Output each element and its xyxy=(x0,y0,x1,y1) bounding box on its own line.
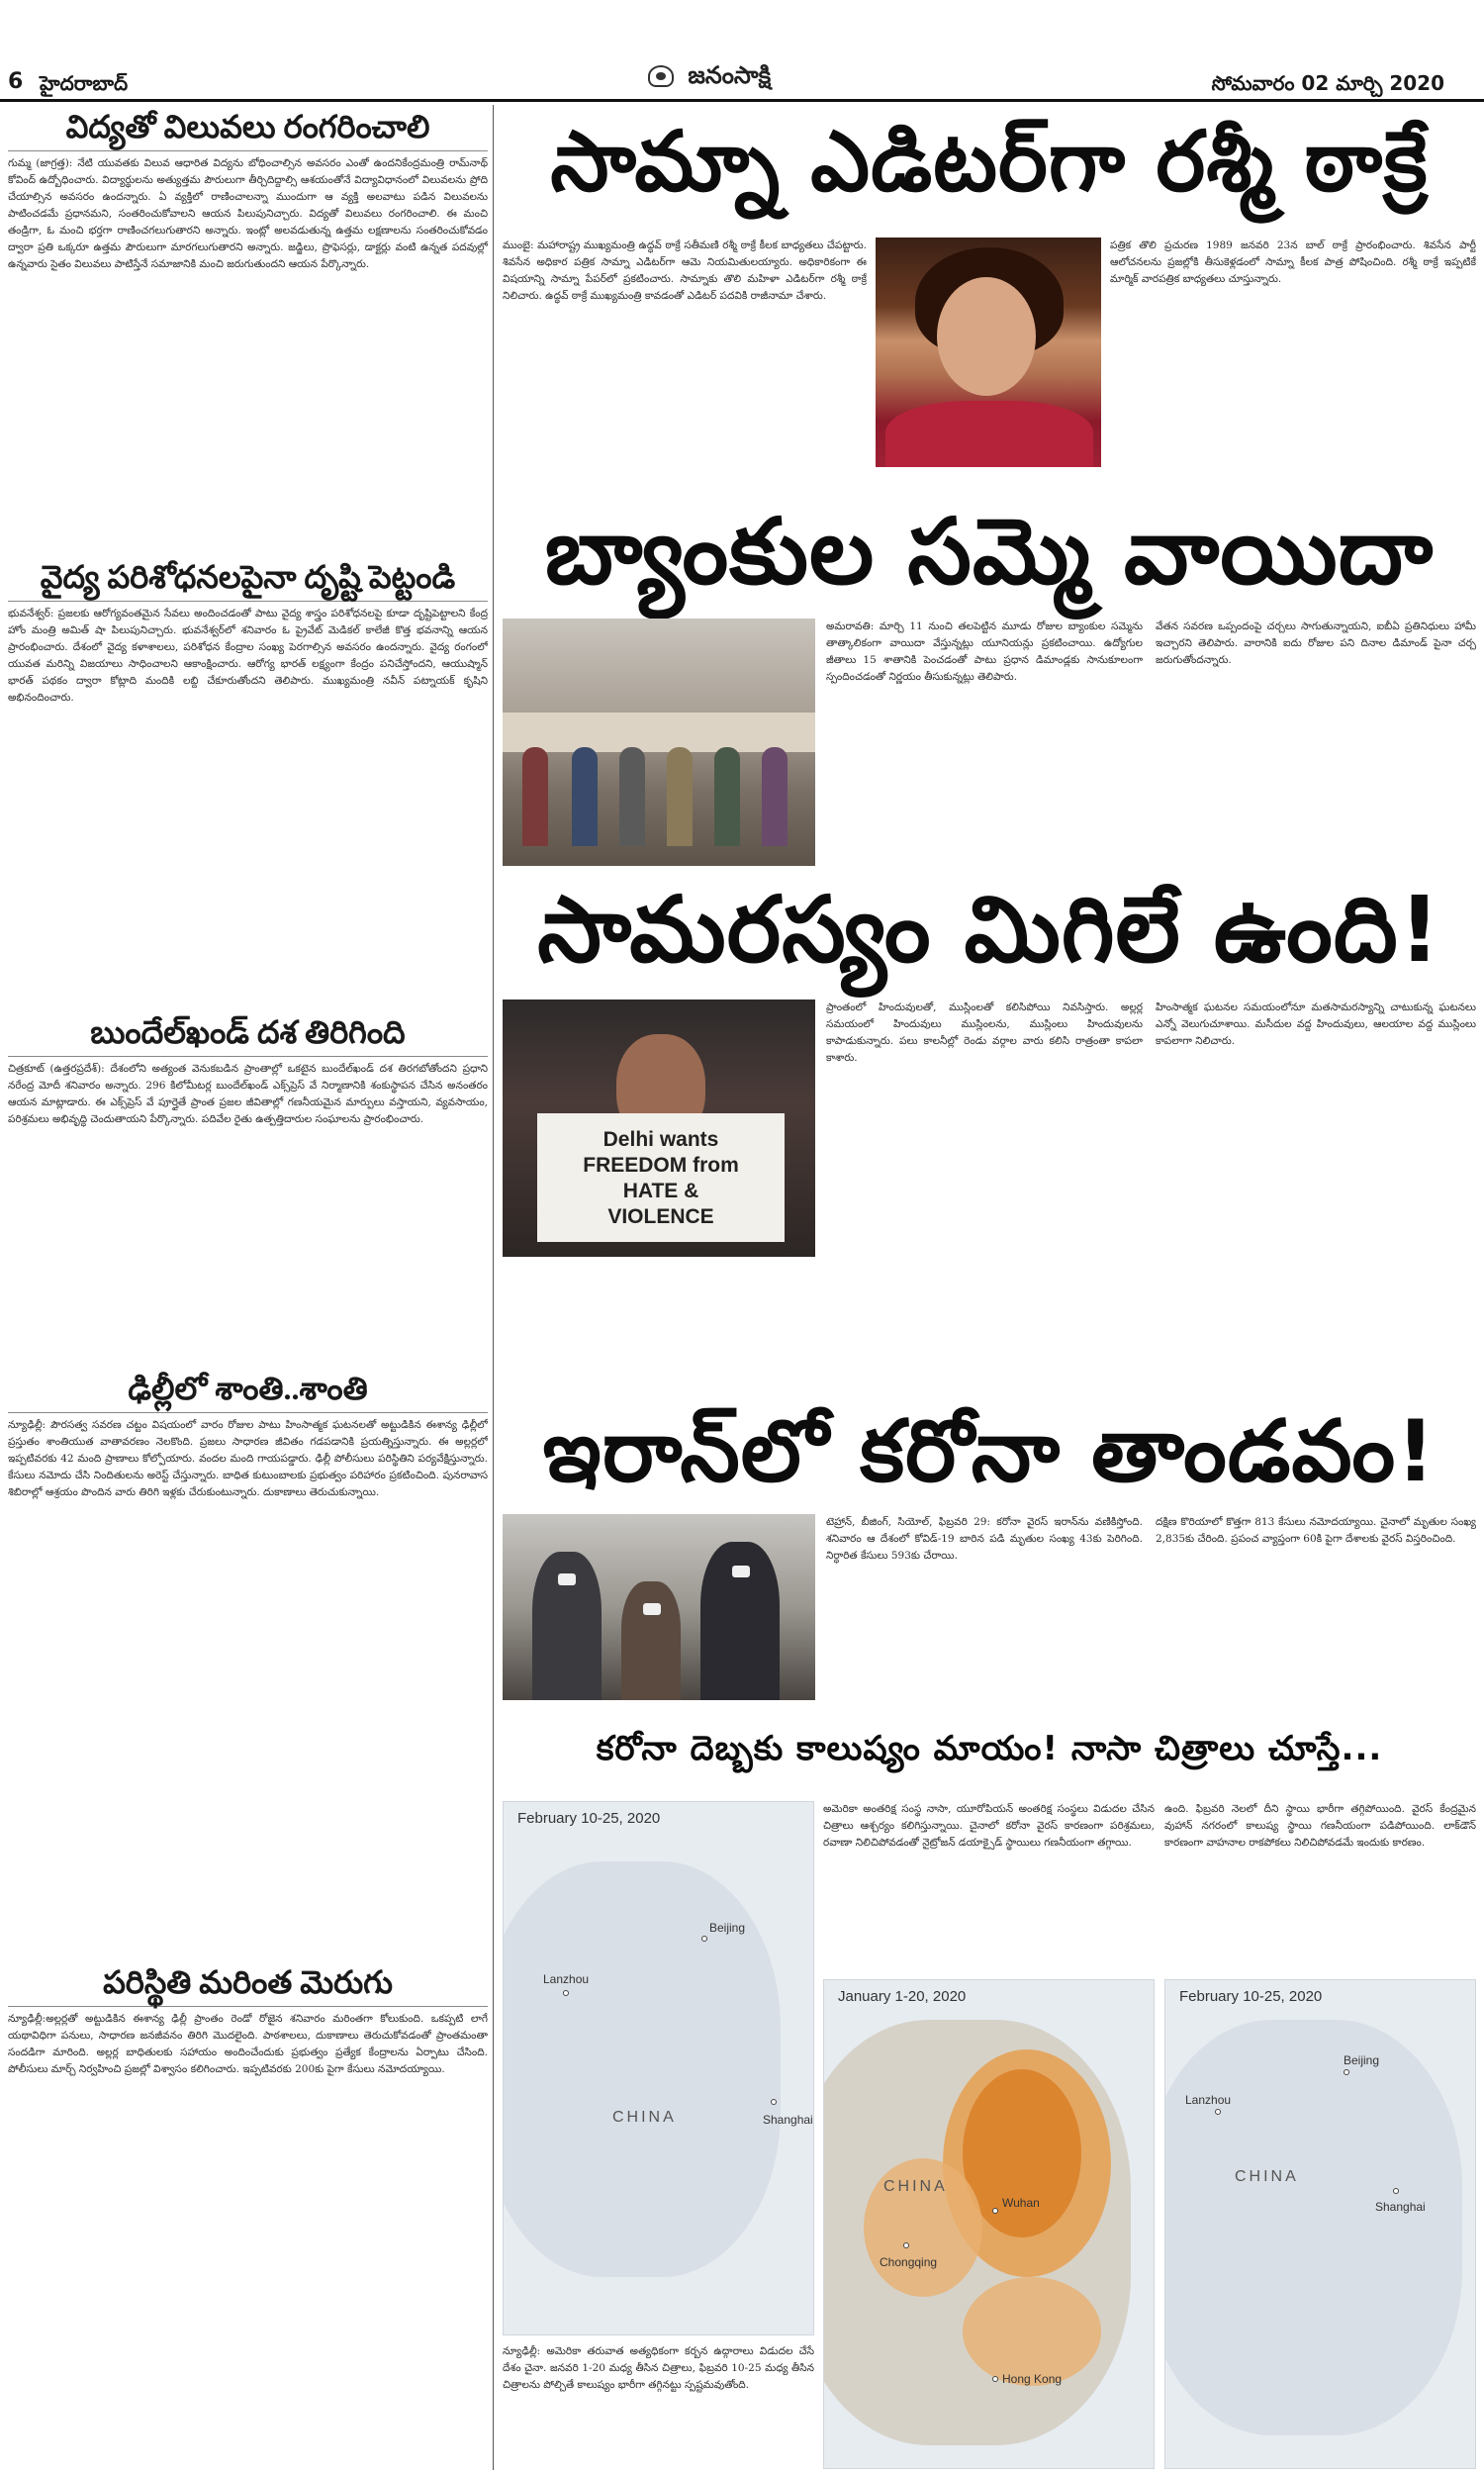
article-body: పత్రిక తొలి ప్రచురణ 1989 జనవరి 23న బాల్‌ ఠాక్రే ప్రారంభించారు. శివసేన పార్టీ ఆలోచనలను ప్రజల్లోకి తీసుకెళ్లడంలో సామ్నా కీలక పాత్ర పోషించింది. రశ్మీ ఠాక్రే ఇప్పటికే మార్మిక్‌ వారపత్రిక బాధ్యతలు చూస్తున్నారు. xyxy=(1110,239,1476,285)
article-body: టెహ్రాన్, బీజింగ్, సియోల్, ఫిబ్రవరి 29: కరోనా వైరస్‌ ఇరాన్‌ను వణికిస్తోంది. శనివారం ఆ దేశంలో కోవిడ్‌-19 బారిన పడి మృతుల సంఖ్య 43కు పెరిగింది. నిర్ధారిత కేసులు 593కు చేరాయి. xyxy=(826,1516,1143,1562)
left-article xyxy=(8,555,488,1006)
left-article-heading: వైద్య పరిశోధనలపైనా దృష్టి పెట్టండి xyxy=(8,555,488,602)
article-body: ప్రాంతంలో హిందువులతో, ముస్లింలతో కలిసిపోయి నివసిస్తారు. అల్లర్ల సమయంలో హిందువులు ముస్లింలను, ముస్లింలు హిందువులను కాపాడుకున్నారు. పలు కాలనీల్లో రెండు వర్గాల వారు కలిసి రాత్రంతా కాపలా కాశారు. xyxy=(826,1001,1143,1064)
article-body: అమరావతి: మార్చి 11 నుంచి తలపెట్టిన మూడు రోజుల బ్యాంకుల సమ్మెను తాత్కాలికంగా వాయిదా వేస్తున్నట్లు యూనియన్లు ప్రకటించాయి. ఉద్యోగుల జీతాలు 15 శాతానికి పెంచడంతో పాటు ప్రధాన డిమాండ్లకు సానుకూలంగా స్పందించడంతో నిర్ణయం తీసుకున్నట్లు తెలిపారు. xyxy=(826,620,1143,683)
map-city-label: Wuhan xyxy=(1002,2196,1040,2210)
left-article-heading: బుందేల్‌ఖండ్‌ దశ తిరిగింది xyxy=(8,1010,488,1057)
map-title: February 10-25, 2020 xyxy=(1179,1988,1323,2005)
article-body: హింసాత్మక ఘటనల సమయంలోనూ మతసామరస్యాన్ని చాటుకున్న ఘటనలు ఎన్నో వెలుగుచూశాయి. మసీదుల వద్ద హిందువులు, ఆలయాల వద్ద ముస్లింలు కాపలాగా నిలిచారు. xyxy=(1156,1001,1476,1047)
map-title: January 1-20, 2020 xyxy=(838,1988,967,2005)
left-article-heading: విద్యతో విలువలు రంగరించాలి xyxy=(8,105,488,151)
satellite-map-feb xyxy=(503,1801,814,2335)
headline: సామరస్యం మిగిలే ఉంది! xyxy=(537,877,1441,983)
masthead-rule xyxy=(0,99,1484,102)
protest-placard: Delhi wants FREEDOM from HATE & VIOLENCE xyxy=(537,1113,785,1242)
map-city-label: Lanzhou xyxy=(1185,2093,1232,2107)
article-body: వేతన సవరణ ఒప్పందంపై చర్చలు సాగుతున్నాయని, ఐబీఏ ప్రతినిధులు హామీ ఇచ్చారని తెలిపారు. వారానికి ఐదు రోజుల పని దినాల డిమాండ్‌ పైనా చర్చ జరుగుతోందన్నారు. xyxy=(1156,620,1476,666)
headline: ఇరాన్‌లో కరోనా తాండవం! xyxy=(542,1402,1437,1501)
left-article xyxy=(8,1960,488,2470)
newspaper-name: జనంసాక్షి xyxy=(688,61,772,89)
left-article xyxy=(8,105,488,551)
left-article-body: చిత్రకూట్‌ (ఉత్తరప్రదేశ్‌): దేశంలోని అత్యంత వెనుకబడిన ప్రాంతాల్లో ఒకటైన బుందేల్‌ఖండ్‌ దశ తిరగబోతోందని ప్రధాని నరేంద్ర మోదీ శనివారం అన్నారు. 296 కిలోమీటర్ల బుందేల్‌ఖండ్‌ ఎక్స్‌ప్రెస్‌ వే నిర్మాణానికి శంకుస్థాపన చేసిన అనంతరం ఆయన మాట్లాడారు. ఈ ఎక్స్‌ప్రెస్‌ వే పూర్తైతే ప్రాంత ప్రజల జీవితాల్లో గణనీయమైన మార్పులు వస్తాయని, వ్యవసాయం, పరిశ్రమలు అభివృద్ధి చెందుతాయని పేర్కొన్నారు. పదివేల రైతు ఉత్పత్తిదారుల సంఘాలను ప్రారంభించారు. xyxy=(8,1063,488,1125)
protest-placard-photo xyxy=(503,1000,815,1257)
article-body: న్యూఢిల్లీ: అమెరికా తరువాత అత్యధికంగా కర్బన ఉద్గారాలు విడుదల చేసే దేశం చైనా. జనవరి 1-20 మధ్య తీసిన చిత్రాలు, ఫిబ్రవరి 10-25 మధ్య తీసిన చిత్రాలను పోల్చితే కాలుష్యం భారీగా తగ్గినట్టు స్పష్టమవుతోంది. xyxy=(503,2345,814,2391)
left-article xyxy=(8,1367,488,1956)
map-city-label: Beijing xyxy=(709,1921,746,1935)
headline: బ్యాంకుల సమ్మె వాయిదా xyxy=(544,499,1435,605)
rashmi-thackeray-photo xyxy=(876,238,1101,467)
column-divider xyxy=(493,105,494,2470)
left-article xyxy=(8,1010,488,1363)
masked-women-photo xyxy=(503,1514,815,1700)
page-number: 6 xyxy=(8,69,24,94)
newspaper-logo xyxy=(648,61,771,95)
map-country-label: CHINA xyxy=(612,2109,677,2126)
map-country-label: CHINA xyxy=(883,2178,948,2195)
left-article-body: గుమ్మ (జాగ్రత్త): నేటి యువతకు విలువ ఆధారిత విద్యను బోధించాల్సిన అవసరం ఎంతో ఉందనికేంద్రమంత్రి రామ్‌నాథ్ కోవింద్ ఉద్బోధించారు. విద్యార్థులను అత్యుత్తమ పౌరులుగా తీర్చిదిద్దాల్సి ఆశయంతోనే విద్యావిధానంలో విలువలను ప్రోది చేయాల్సిన అవసరం ఉందన్నారు. ఏ వ్యక్తిలో రాణించాలన్నా ముందుగా ఆ వ్యక్తి అలవాటు పడిన విలువలను పాటించడమే ప్రధానమని, సంతరించుకోవాలని ఆయన పిలుపునిచ్చారు. విద్యతో విలువలు రంగరించాలి. ఈ మంచి తండ్రిగా, ఓ మంచి భర్తగా రాణించగలుగుతారని అన్నారు. ఇంట్లో అలవడుతున్న ఉత్తమ లక్షణాలను సంతరించుకోవడం ద్వారా ప్రతి ఒక్కరూ ఉత్తమ పౌరులుగా మారగలుగుతారని అన్నారు. జడ్జిలు, ప్రొఫెసర్లు, డాక్టర్లు వంటి ఉన్నత పదవుల్లో ఉన్నవారు సైతం విలువలు పాటిస్తేనే సమాజానికి మంచి జరుగుతుందని ఆయన పేర్కొన్నారు. xyxy=(8,157,488,270)
map-city-label: Lanzhou xyxy=(543,1972,590,1986)
left-article-heading: ఢిల్లీలో శాంతి..శాంతి xyxy=(8,1367,488,1413)
left-article-body: భువనేశ్వర్‌: ప్రజలకు ఆరోగ్యవంతమైన సేవలు అందించడంతో పాటు వైద్య శాస్త్రం పరిశోధనలపై కూడా దృష్టిపెట్టాలని కేంద్ర హోం మంత్రి అమిత్‌ షా పిలుపునిచ్చారు. భువనేశ్వర్‌లో శనివారం ఓ ప్రైవేట్‌ మెడికల్‌ కాలేజీ కొత్త భవనాన్ని ఆయన ప్రారంభించారు. దేశంలో వైద్య కళాశాలలు, పరిశోధన కేంద్రాల సంఖ్య పెరగాల్సిన అవసరం ఉందన్నారు. వైద్య రంగంలో యువత మరిన్ని విజయాలు సాధించాలని ఆకాంక్షించారు. ఆరోగ్య భారత్‌ లక్ష్యంగా కేంద్రం పనిచేస్తోందని, ఆయుష్మాన్‌ భారత్‌ పథకం ద్వారా కోట్లాది మందికి లబ్ది చేకూరుతోందని తెలిపారు. ముఖ్యమంత్రి నవీన్‌ పట్నాయక్‌ కృషిని అభినందించారు. xyxy=(8,608,488,704)
left-column xyxy=(8,105,488,2470)
satellite-map-jan xyxy=(823,1979,1155,2469)
bank-queue-photo xyxy=(503,619,815,866)
map-city-label: Chongqing xyxy=(880,2255,938,2269)
map-city-label: Shanghai xyxy=(763,2113,813,2127)
map-title: February 10-25, 2020 xyxy=(517,1810,661,1827)
map-city-label: Hong Kong xyxy=(1002,2372,1063,2386)
logo-icon xyxy=(648,65,674,87)
map-city-label: Beijing xyxy=(1344,2053,1380,2067)
map-city-label: Shanghai xyxy=(1375,2200,1426,2214)
left-article-body: న్యూఢిల్లీ:అల్లర్లతో అట్టుడికిన ఈశాన్య ఢిల్లీ ప్రాంతం రెండో రోజైన శనివారం మరింతగా కోలుకుంది. ఒకప్పటి లాగే యథావిధిగా పనులు, సాధారణ జనజీవనం తిరిగి మొదలైంది. పాఠశాలలు, దుకాణాలు తెరుచుకోవడంతో ప్రాంతమంతా సందడిగా మారింది. అల్లర్ల బాధితులకు సహాయం అందించేందుకు ప్రభుత్వం ప్రత్యేక కేంద్రాలను ఏర్పాటు చేసింది. పోలీసులు మార్చ్‌ నిర్వహించి ప్రజల్లో విశ్వాసం కలిగించారు. ఇప్పటివరకు 200కు పైగా కేసులు నమోదయ్యాయి. xyxy=(8,2013,488,2075)
headline: సామ్నా ఎడిటర్‌గా రశ్మీ ఠాక్రే xyxy=(550,113,1429,210)
map-country-label: CHINA xyxy=(1235,2168,1299,2185)
article-body: అమెరికా అంతరిక్ష సంస్థ నాసా, యూరోపియన్‌ అంతరిక్ష సంస్థలు విడుదల చేసిన చిత్రాలు ఆశ్చర్యం కలిగిస్తున్నాయి. చైనాలో కరోనా వైరస్‌ కారణంగా పరిశ్రమలు, రవాణా నిలిచిపోవడంతో నైట్రోజన్‌ డయాక్సైడ్‌ స్థాయిలు గణనీయంగా తగ్గాయి. xyxy=(823,1803,1155,1849)
left-article-body: న్యూఢిల్లీ: పౌరసత్వ సవరణ చట్టం విషయంలో వారం రోజుల పాటు హింసాత్మక ఘటనలతో అట్టుడికిన ఈశాన్య ఢిల్లీలో ప్రస్తుతం శాంతియుత వాతావరణం నెలకొంది. ప్రజలు సాధారణ జీవితం గడపడానికి ప్రయత్నిస్తున్నారు. ఈ అల్లర్లలో ఇప్పటివరకు 42 మంది ప్రాణాలు కోల్పోయారు. వందల మంది గాయపడ్డారు. ఢిల్లీ పోలీసులు పరిస్థితిని పర్యవేక్షిస్తున్నారు. కేసులు నమోదు చేసి నిందితులను అరెస్ట్‌ చేస్తున్నారు. బాధిత కుటుంబాలకు ప్రభుత్వం పరిహారం ప్రకటించింది. పునరావాస శిబిరాల్లో ఆశ్రయం పొందిన వారు తిరిగి ఇళ్లకు చేరుకుంటున్నారు. దుకాణాలు తెరుచుకున్నాయి. xyxy=(8,1419,488,1498)
satellite-map-feb xyxy=(1164,1979,1476,2469)
article-body: ఉంది. ఫిబ్రవరి నెలలో దీని స్థాయి భారీగా తగ్గిపోయింది. వైరస్‌ కేంద్రమైన వుహాన్‌ నగరంలో కాలుష్య స్థాయి గణనీయంగా పడిపోయింది. లాక్‌డౌన్‌ కారణంగా వాహనాల రాకపోకలు నిలిచిపోవడమే ఇందుకు కారణం. xyxy=(1164,1803,1476,1849)
masthead xyxy=(0,0,1484,99)
article-body: ముంబై: మహారాష్ట్ర ముఖ్యమంత్రి ఉద్ధవ్‌ ఠాక్రే సతీమణి రశ్మీ ఠాక్రే కీలక బాధ్యతలు చేపట్టారు. శివసేన అధికార పత్రిక సామ్నా ఎడిటర్‌గా ఆమె నియమితులయ్యారు. అధికారికంగా ఈ విషయాన్ని సామ్నా పేపర్‌లో ప్రకటించారు. సామ్నాకు తొలి మహిళా ఎడిటర్‌గా రశ్మీ ఠాక్రే నిలిచారు. ఉద్ధవ్‌ ఠాక్రే ముఖ్యమంత్రి కావడంతో ఎడిటర్‌ పదవికి రాజీనామా చేశారు. xyxy=(503,239,867,302)
headline: కరోనా దెబ్బకు కాలుష్యం మాయం! నాసా చిత్రాలు చూస్తే... xyxy=(596,1729,1383,1768)
issue-date: సోమవారం 02 మార్చి 2020 xyxy=(1211,71,1444,95)
city-name: హైదరాబాద్ xyxy=(40,71,129,95)
article-body: దక్షిణ కొరియాలో కొత్తగా 813 కేసులు నమోదయ్యాయి. చైనాలో మృతుల సంఖ్య 2,835కు చేరింది. ప్రపంచ వ్యాప్తంగా 60కి పైగా దేశాలకు వైరస్‌ విస్తరించింది. xyxy=(1156,1516,1476,1545)
left-article-heading: పరిస్థితి మరింత మెరుగు xyxy=(8,1960,488,2007)
